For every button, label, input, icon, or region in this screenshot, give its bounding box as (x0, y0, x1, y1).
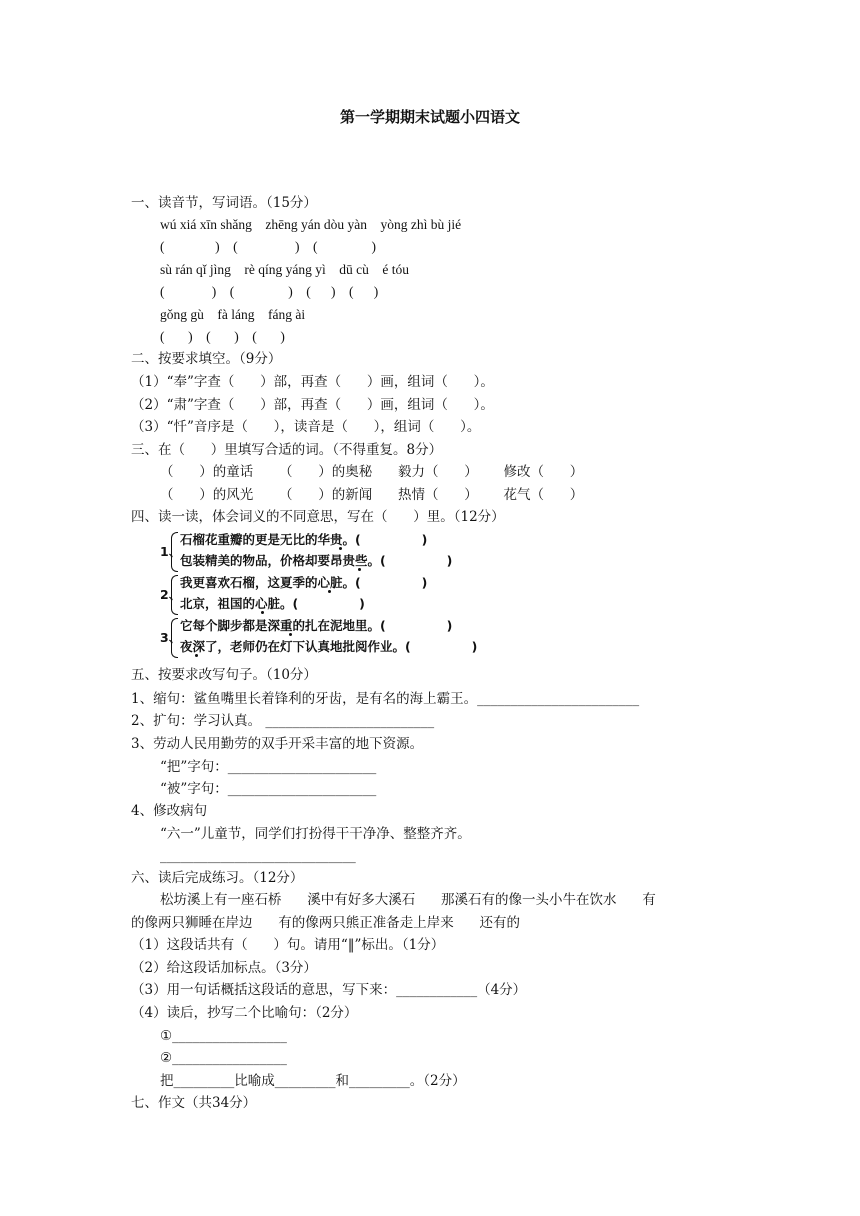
pinyin-row-2: sù rán qǐ jìng rè qíng yáng yì dū cù é tóu (160, 262, 409, 277)
passage-line-1: 松坊溪上有一座石桥 溪中有好多大溪石 那溪石有的像一头小牛在饮水 有 (160, 892, 656, 908)
word-meaning-group-2 (160, 573, 500, 617)
word-meaning-group-3 (160, 616, 500, 660)
section-3-heading: 三、在（ ）里填写合适的词。（不得重复。8分） (131, 442, 443, 458)
sentence-a: 石榴花重瓣的更是无比的华贵。( ) (180, 532, 428, 547)
rewrite-line-4: 4、修改病句 (131, 803, 208, 819)
answer-line-1: ①_________________ (160, 1028, 287, 1044)
emphasis-dot (339, 547, 342, 550)
page-title: 第一学期期末试题小四语文 (339, 108, 520, 126)
answer-brackets-row-2: ( ) ( ) ( ) ( ) (160, 284, 379, 299)
sentence-b: 北京，祖国的心脏。( ) (180, 596, 365, 611)
fill-line-2: （2）“肃”字查（ ）部，再查（ ）画，组词（ ）。 (131, 397, 494, 413)
sentence-a: 我更喜欢石榴，这夏季的心脏。( ) (180, 575, 428, 590)
brace-shape (171, 618, 178, 658)
answer-brackets-row-1: ( ) ( ) ( ) (160, 239, 376, 254)
answer-brackets-row-3: ( ) ( ) ( ) (160, 329, 285, 344)
sentence-b: 夜深了，老师仍在灯下认真地批阅作业。( ) (180, 639, 478, 654)
rewrite-line-3: 3、劳动人民用勤劳的双手开采丰富的地下资源。 (131, 736, 424, 752)
answer-line-2: ②_________________ (160, 1050, 287, 1066)
emphasis-dot (328, 590, 331, 593)
faulty-sentence: “六一”儿童节，同学们打扮得干干净净、整整齐齐。 (160, 826, 471, 842)
section-5-heading: 五、按要求改写句子。（10分） (131, 667, 317, 683)
question-2: （2）给这段话加标点。（3分） (131, 960, 317, 976)
passage-line-2: 的像两只狮睡在岸边 有的像两只熊正准备走上岸来 还有的 (131, 915, 520, 931)
group-number: 1、 (160, 544, 182, 559)
ba-sentence-line: “把”字句：______________________ (160, 759, 377, 775)
section-4-heading: 四、读一读，体会词义的不同意思，写在（ ）里。（12分） (131, 509, 505, 525)
pinyin-row-3: gǒng gù fà láng fáng ài (160, 307, 306, 322)
emphasis-dot (195, 654, 198, 657)
section-6-heading: 六、读后完成练习。（12分） (131, 870, 304, 886)
emphasis-dot (358, 568, 361, 571)
group-number: 3、 (160, 630, 182, 645)
word-fill-line-1: （ ）的童话 （ ）的奥秘 毅力（ ） 修改（ ） (160, 464, 584, 480)
emphasis-dot (289, 633, 292, 636)
fill-line-3: （3）“忏”音序是（ ），读音是（ ），组词（ ）。 (131, 419, 481, 435)
answer-line: _____________________________ (160, 848, 356, 864)
rewrite-line-2: 2、扩句：学习认真。 _________________________ (131, 713, 435, 729)
group-number: 2、 (160, 587, 182, 602)
section-1-heading: 一、读音节，写词语。（15分） (131, 195, 317, 211)
question-1: （1）这段话共有（ ）句。请用“‖”标出。（1分） (131, 937, 445, 953)
question-4: （4）读后，抄写二个比喻句：（2分） (131, 1005, 358, 1021)
emphasis-dot (261, 611, 264, 614)
word-fill-line-2: （ ）的风光 （ ）的新闻 热情（ ） 花气（ ） (160, 487, 584, 503)
section-7-heading: 七、作文（共34分） (131, 1095, 257, 1111)
rewrite-line-1: 1、缩句：鲨鱼嘴里长着锋利的牙齿，是有名的海上霸王。________________________ (131, 691, 640, 707)
question-3: （3）用一句话概括这段话的意思，写下来：____________（4分） (131, 982, 527, 998)
fill-line-1: （1）“奉”字查（ ）部，再查（ ）画，组词（ ）。 (131, 374, 494, 390)
pinyin-row-1: wú xiá xīn shǎng zhēng yán dòu yàn yòng zhì bù jié (160, 217, 462, 232)
bei-sentence-line: “被”字句：______________________ (160, 781, 377, 797)
word-meaning-group-1 (160, 530, 500, 574)
brace-shape (171, 532, 178, 572)
sentence-b: 包装精美的物品，价格却要昂贵些。( ) (180, 553, 453, 568)
section-2-heading: 二、按要求填空。（9分） (131, 351, 282, 367)
metaphor-line: 把_________比喻成_________和_________。（2分） (160, 1073, 466, 1089)
sentence-a: 它每个脚步都是深重的扎在泥地里。( ) (180, 618, 453, 633)
brace-shape (171, 575, 178, 615)
